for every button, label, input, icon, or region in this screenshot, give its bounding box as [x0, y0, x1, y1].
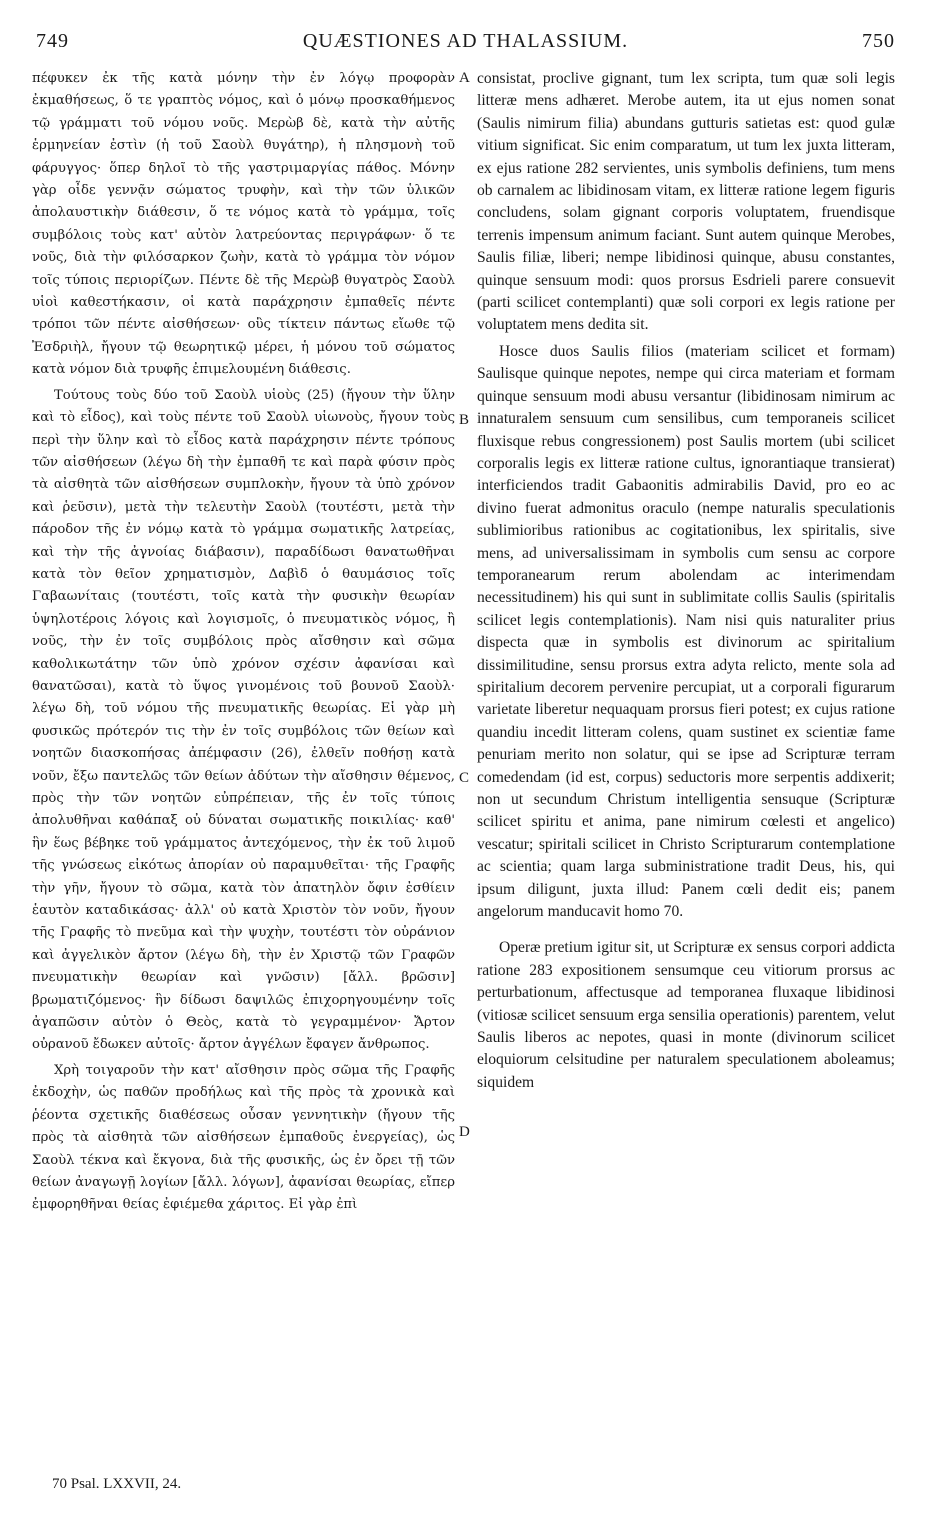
- greek-paragraph: Τούτους τοὺς δύο τοῦ Σαοὺλ υἱοὺς (25) (ἤγουν τὴν ὕλην καὶ τὸ εἶδος), καὶ τοὺς πέντε τοῦ Σαοὺλ υἱωνοὺς, ἤγουν τοὺς περὶ τὴν ὕλην καὶ τὸ εἶδος κατὰ παράχρησιν πέντε τρόπους τῶν αἰσθήσεων (λέγω δὴ τὴν ἐμπαθῆ τε καὶ παρὰ φύσιν πρὸς τὰ αἰσθητὰ τῶν αἰσθήσεων συμπλοκὴν, ἤγουν τὰ ὑπὸ χρόνον καὶ ῥεῦσιν), μετὰ τὴν τελευτὴν Σαοὺλ (τουτέστι, μετὰ τὴν πάροδον τῆς ἐν νόμῳ κατὰ τὸ γράμμα σωματικῆς λατρείας, καὶ τὴν τῆς ἀγνοίας διάβασιν), παραδίδωσι θανατωθῆναι κατὰ τὸν θεῖον χρηματισμὸν, Δαβὶδ ὁ θαυμάσιος τοῖς Γαβαωνίταις (τουτέστι, τοῖς κατὰ τὴν φυσικὴν θεωρίαν ὑψηλοτέροις λόγοις καὶ λογισμοῖς, ὁ πνευματικὸς νόμος, ἢ νοῦς, τὴν ἐν τοῖς συμβόλοις πρὸς αἴσθησιν καὶ σῶμα καθολικωτάτην τῶν ὑπὸ χρόνον σχέσιν ἀφανίσαι καὶ θανατῶσαι), κατὰ τὸ ὕψος γινομένοις τοῦ βουνοῦ Σαοὺλ· λέγω δὴ, τοῦ νόμου τῆς πνευματικῆς θεωρίας. Εἰ γὰρ μὴ φυσικῶς πρότερόν τις τὴν ἐν τοῖς συμβόλοις τῶν θείων καὶ νοητῶν διασκοπήσας ἀπέμφασιν (26), ἐλθεῖν ποθήσῃ κατὰ νοῦν, ἔξω παντελῶς τῶν θείων ἀδύτων τὴν αἴσθησιν θέμενος, πρὸς τὴν τῶν νοητῶν εὐπρέπειαν, τῆς ἐν τοῖς τύποις ἀπολυθῆναι καθάπαξ οὐ δύναται σωματικῆς ποικιλίας· καθ' ἣν ἕως βέβηκε τοῦ γράμματος ἀντεχόμενος, τὴν ἐκ τοῦ λιμοῦ τῆς γνώσεως εἰκότως ἀπορίαν οὐ παραμυθεῖται· τῆς Γραφῆς τὴν γῆν, ἤγουν τὸ σῶμα, κατὰ τὸν ἀπατηλὸν ὄφιν ἐσθίειν ἑαυτὸν καταδικάσας· ἀλλ' οὐ κατὰ Χριστὸν τὸν νοῦν, ἤγουν τῆς Γραφῆς τὸ πνεῦμα καὶ τὴν ψυχὴν, τουτέστι τὸν οὐράνιον καὶ ἀγγελικὸν ἄρτον (λέγω δὴ, τὴν ἐν Χριστῷ τῶν Γραφῶν πνευματικὴν θεωρίαν καὶ γνῶσιν) [ἄλλ. βρῶσιν] βρωματιζόμενος· ἣν δίδωσι δαψιλῶς ἐπιχορηγουμένην τοῖς ἀγαπῶσιν αὐτὸν ὁ Θεὸς, κατὰ τὸ γεγραμμένον· Ἄρτον οὐρανοῦ ἔδωκεν αὐτοῖς· ἄρτον ἀγγέλων ἔφαγεν ἄνθρωπος.: [32, 387, 455, 1053]
- margin-letter-b: B: [459, 412, 470, 428]
- page-number-left: 749: [36, 30, 69, 52]
- greek-paragraph: πέφυκεν ἐκ τῆς κατὰ μόνην τὴν ἐν λόγῳ προφορὰν ἐκμαθήσεως, ὅ τε γραπτὸς νόμος, καὶ ὁ μόνῳ προσκαθήμενος τῷ γράμματι τοῦ νόμου νοῦς. Μερὼβ δὲ, κατὰ τὴν αὐτῆς ἑρμηνείαν ἐστὶν (ἡ τοῦ Σαοὺλ θυγάτηρ), ἡ πλησμονὴ τοῦ φάρυγγος· ὅπερ δηλοῖ τὸ τῆς γαστριμαργίας πάθος. Μόνην γὰρ οἶδε γεννᾷν σώματος τρυφὴν, καὶ τὴν τῶν ὑλικῶν ἀπολαυστικὴν διάθεσιν, ὅ τε νόμος κατὰ τὸ γράμμα, τοῖς συμβόλοις τοὺς κατ' αὐτὸν λατρεύοντας περιγράφων· ὅ τε νοῦς, διὰ τὴν φιλόσαρκον ζωὴν, κατὰ τὸ γράμμα τὸν νόμον τοῖς τύποις περιορίζων. Πέντε δὲ τῆς Μερὼβ θυγατρὸς Σαοὺλ υἱοὶ καθεστήκασιν, οἱ κατὰ παράχρησιν ἐμπαθεῖς πέντε τρόποι τῶν πέντε αἰσθήσεων· οὓς τίκτειν πάντως εἴωθε τῷ Ἐσδριὴλ, ἤγουν τῷ θεωρητικῷ μέρει, ἡ μόνου τοῦ σώματος κατὰ νόμον διὰ τρυφῆς ἐπιμελουμένη διάθεσις.: [32, 71, 455, 378]
- greek-column: [32, 68, 455, 1217]
- running-title: QUÆSTIONES AD THALASSIUM.: [302, 30, 629, 52]
- latin-paragraph: Operæ pretium igitur sit, ut Scripturæ ex sensus corpori addicta ratione 283 expositionem sensumque ceu vitiorum prorsus ac perturbationum, affectusque ad temporanea fluxaque libidinosi (vitiosæ scilicet sensuum erga sensilia operationis) parentem, velut Saulis liberos ac nepotes, quasi in monte (divinorum scilicet eloquiorum celsitudine per naturalem speculationem aboleamus; siquidem: [477, 939, 895, 1091]
- running-header: [36, 30, 895, 60]
- latin-column: [477, 68, 895, 1094]
- greek-paragraph: Χρὴ τοιγαροῦν τὴν κατ' αἴσθησιν πρὸς σῶμα τῆς Γραφῆς ἐκδοχὴν, ὡς παθῶν προδήλως καὶ τῆς πρὸς τὰ χρονικὰ καὶ ῥέοντα σχετικῆς διαθέσεως οὖσαν γεννητικὴν (ἤγουν τῆς πρὸς τὰ αἰσθητὰ τῶν αἰσθήσεων ἐμπαθοῦς ἐνεργείας), ὡς Σαοὺλ τέκνα καὶ ἔκγονα, διὰ τῆς φυσικῆς, ὡς ἐν ὄρει τῇ τῶν θείων ἀναγωγῇ λογίων [ἄλλ. λόγων], ἀφανίσαι θεωρίας, εἴπερ ἐμφορηθῆναι θείας ἐφιέμεθα χάριτος. Εἰ γὰρ ἐπὶ: [32, 1062, 455, 1213]
- margin-letter-c: C: [459, 770, 470, 786]
- margin-letter-a: A: [459, 70, 470, 86]
- latin-paragraph: consistat, proclive gignant, tum lex scripta, tum quæ soli legis litteræ mens adhæret. Merobe autem, ita ut ejus nomen sonat (Saulis nimirum filia) abundans gutturis satietas est: quod gulæ vitium significat. Sic enim comparatum, ut tum lex juxta litteram, ex ejus ratione 282 servientes, unis symbolis definiens, tum mens ob carnalem ac libidinosam vitam, ex litteræ ratione legem figuris concludens, solam gignant corporis voluptatem, fruendisque terrenis impensum animum faciant. Sunt autem quinque Merobes, Saulis filiæ, liberi; nempe libidinosi quinque, abusu constantes, quinque sensuum modi: quos prorsus Esdrieli parere consuevit (parti scilicet contemplanti) quæ soli corpori ex legis ratione per voluptatem mens dedita sit.: [477, 70, 895, 334]
- page-number-right: 750: [862, 30, 895, 52]
- latin-paragraph: Hosce duos Saulis filios (materiam scilicet et formam) Saulisque quinque nepotes, nempe qui circa materiam et formam quinque sensuum modi abusu versantur (libidinosam nimirum ac innaturalem sensuum cum sensilibus, cum temporaneis scilicet fluxisque rebus congressionem) post Saulis mortem (ubi scilicet corporalis legis ex litteræ ratione cultus, ignorantiaque transierat) interficiendos tradit Gabaonitis admirabilis David, pro eo ac divino fuerat admonitus oraculo (nempe naturalis speculationis sublimioribus rationibus ac cogitationibus, lex spiritalis, sive mens, ad universalissimam in symbolis cum sensu ac corpore temporanearum rerum abolendam ac interimendam necessitudinem) his qui sunt in sublimitate collis Saulis (spiritalis scilicet legis contemplationis). Nam nisi quis naturaliter prius dispecta quæ in symbolis est divinorum ac spiritalium dissimilitudine, sensu prorsus extra adyta relicto, mente sola ad spiritalium decorem pervenire percupiat, ut a corporali figurarum varietate liberetur nequaquam prorsus fieri potest; ex cujus ratione quandiu incedit litteram colens, quam sustinet ex scientiæ fame penuriam merito non solatur, qui se ipse ad Scripturæ terram comedendam (id est, corpus) seductoris more serpentis addixerit; non ut secundum Christum intelligentia sensuque (Scripturæ scilicet spiritu et anima, pane nimirum cœlesti et angelico) vescatur; spiritali scilicet in Christo Scripturarum contemplatione ac scientia; quam larga subministratione tradit Deus, his, qui ipsum diligunt, juxta illud: Panem cœli dedit eis; panem angelorum manducavit homo 70.: [477, 342, 895, 921]
- footnote: 70 Psal. LXXVII, 24.: [52, 1476, 182, 1492]
- margin-letter-d: D: [459, 1124, 470, 1140]
